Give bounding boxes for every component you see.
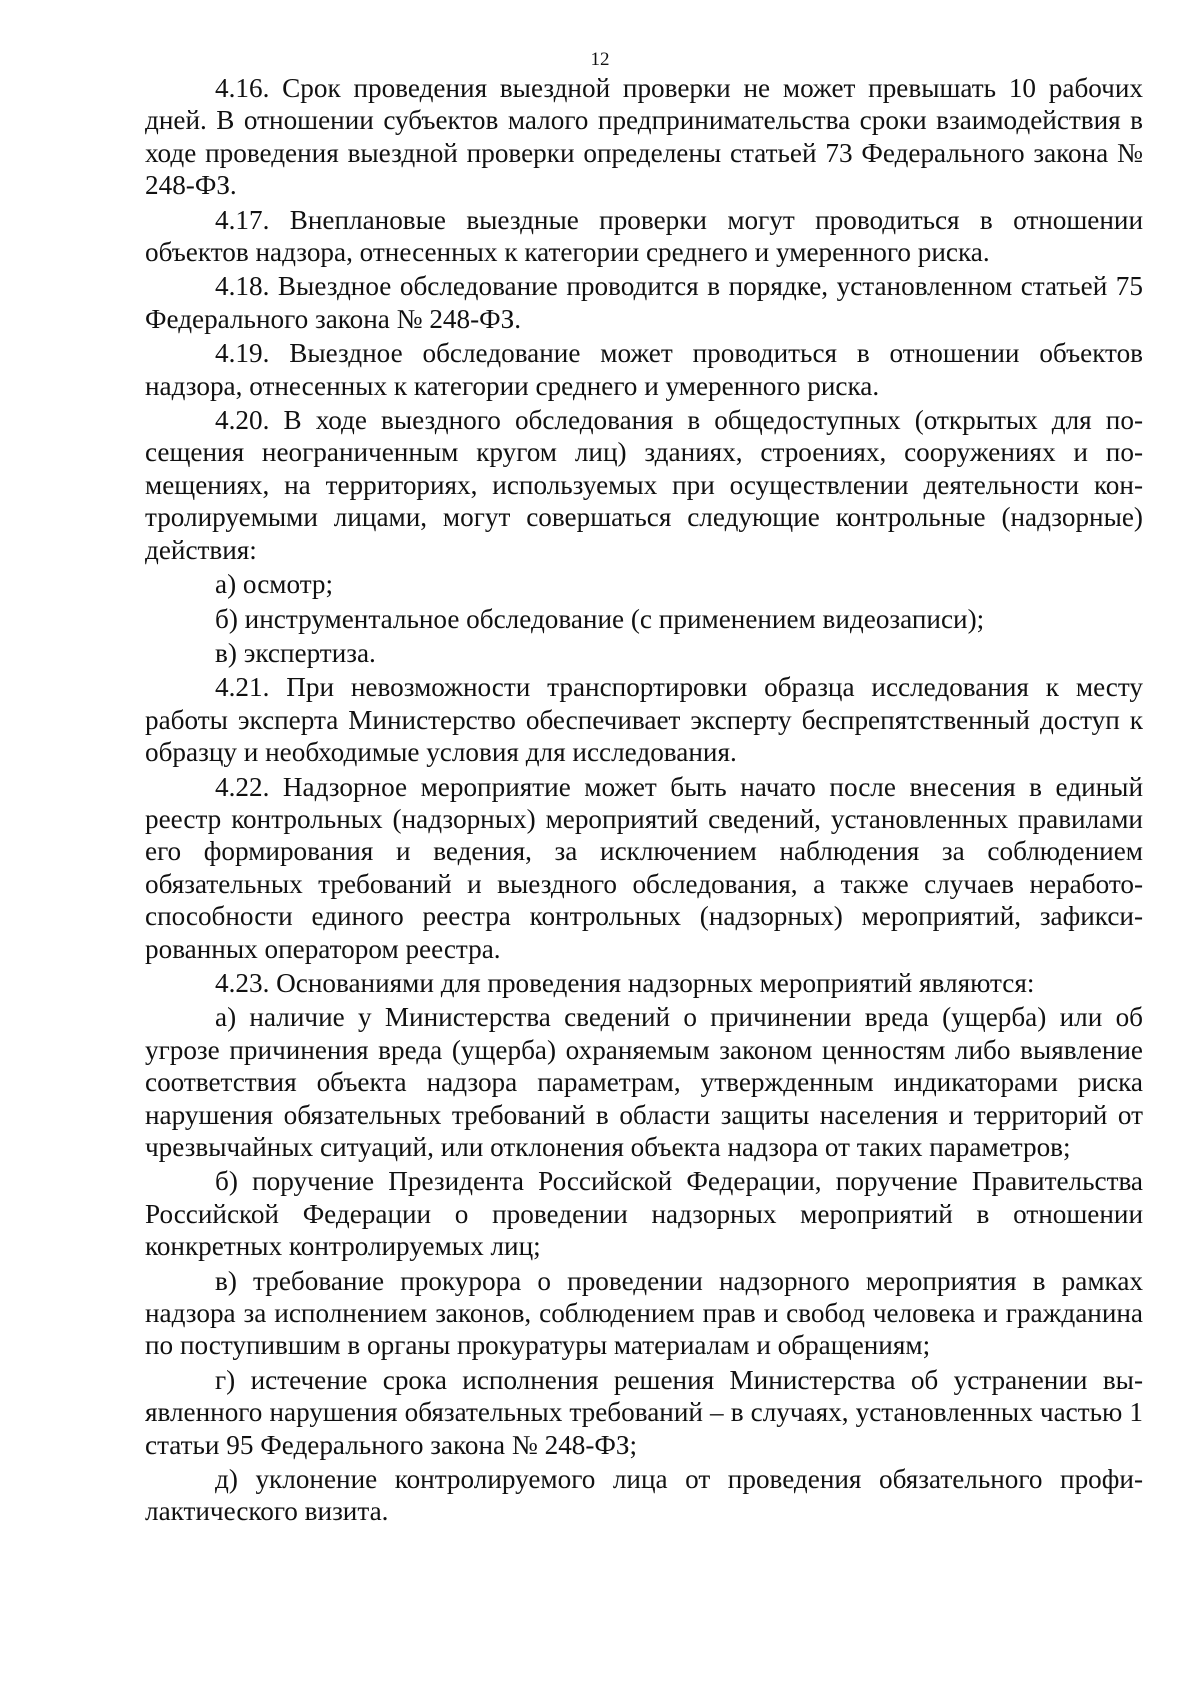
grounds-item-g: г) истечение срока исполнения решения Министерства об устранении выявленного нарушения обязательных требований – в случаях, установленных частью 1 статьи 95 Федерального закона № 248-ФЗ; [145,1364,1143,1460]
list-item-a: а) осмотр; [215,569,334,600]
paragraph-4-18: 4.18. Выездное обследование проводится в порядке, установленном статьей 75 Федерального закона № 248-ФЗ. [145,271,1143,334]
grounds-item-a: а) наличие у Министерства сведений о причинении вреда (ущерба) или об угрозе причинения вреда (ущерба) охраняемым законом ценностям либо выявление соответствия объекта надзора параметрам, утвержденным индикаторами риска нарушения обязательных требований в области защиты населения и территорий от чрезвычайных ситуаций, или отклонения объекта надзора от таких параметров; [145,1002,1143,1162]
grounds-item-v: в) требование прокурора о проведении надзорного мероприятия в рамках надзора за исполнением законов, соблюдением прав и свобод человека и гражданина по поступившим в органы прокуратуры материалам и обращениям; [145,1265,1143,1361]
page-number: 12 [590,49,610,70]
paragraph-4-23: 4.23. Основаниями для проведения надзорных мероприятий являются: [215,967,1035,998]
grounds-item-d: д) уклонение контролируемого лица от проведения обязательного профилактического визита. [145,1464,1143,1527]
paragraph-4-22: 4.22. Надзорное мероприятие может быть начато после внесения в единый реестр контрольных (надзорных) мероприятий сведений, установленных правилами его формирования и ведения, за исключением наблюдения за соблюдением обязательных требований и выездного обследования, а также случаев неработоспособности единого реестра контрольных (надзорных) мероприятий, зафиксированных оператором реестра. [145,771,1143,964]
paragraph-4-17: 4.17. Внеплановые выездные проверки могут проводиться в отношении объектов надзора, отнесенных к категории среднего и умеренного риска. [145,204,1143,268]
paragraph-4-19: 4.19. Выездное обследование может проводиться в отношении объектов надзора, отнесенных к категории среднего и умеренного риска. [145,338,1143,401]
paragraph-4-20: 4.20. В ходе выездного обследования в общедоступных (открытых для посещения неограниченным кругом лиц) зданиях, строениях, сооружениях и помещениях, на территориях, используемых при осуществлении деятельности контролируемыми лицами, могут совершаться следующие контрольные (надзорные) действия: [145,405,1143,565]
grounds-item-b: б) поручение Президента Российской Федерации, поручение Правительства Российской Федерации о проведении надзорных мероприятий в отношении конкретных контролируемых лиц; [145,1166,1143,1262]
paragraph-4-16: 4.16. Срок проведения выездной проверки не может превышать 10 рабочих дней. В отношении субъектов малого предпринимательства сроки взаимодействия в ходе проведения выездной проверки определены статьей 73 Федерального закона № 248-ФЗ. [145,73,1143,201]
list-item-v: в) экспертиза. [215,637,376,668]
list-item-b: б) инструментальное обследование (с применением видеозаписи); [215,603,985,634]
paragraph-4-21: 4.21. При невозможности транспортировки образца исследования к месту работы эксперта Министерство обеспечивает эксперту беспрепятственный доступ к образцу и необходимые условия для исследования. [145,672,1143,768]
document-body [145,72,1143,1530]
